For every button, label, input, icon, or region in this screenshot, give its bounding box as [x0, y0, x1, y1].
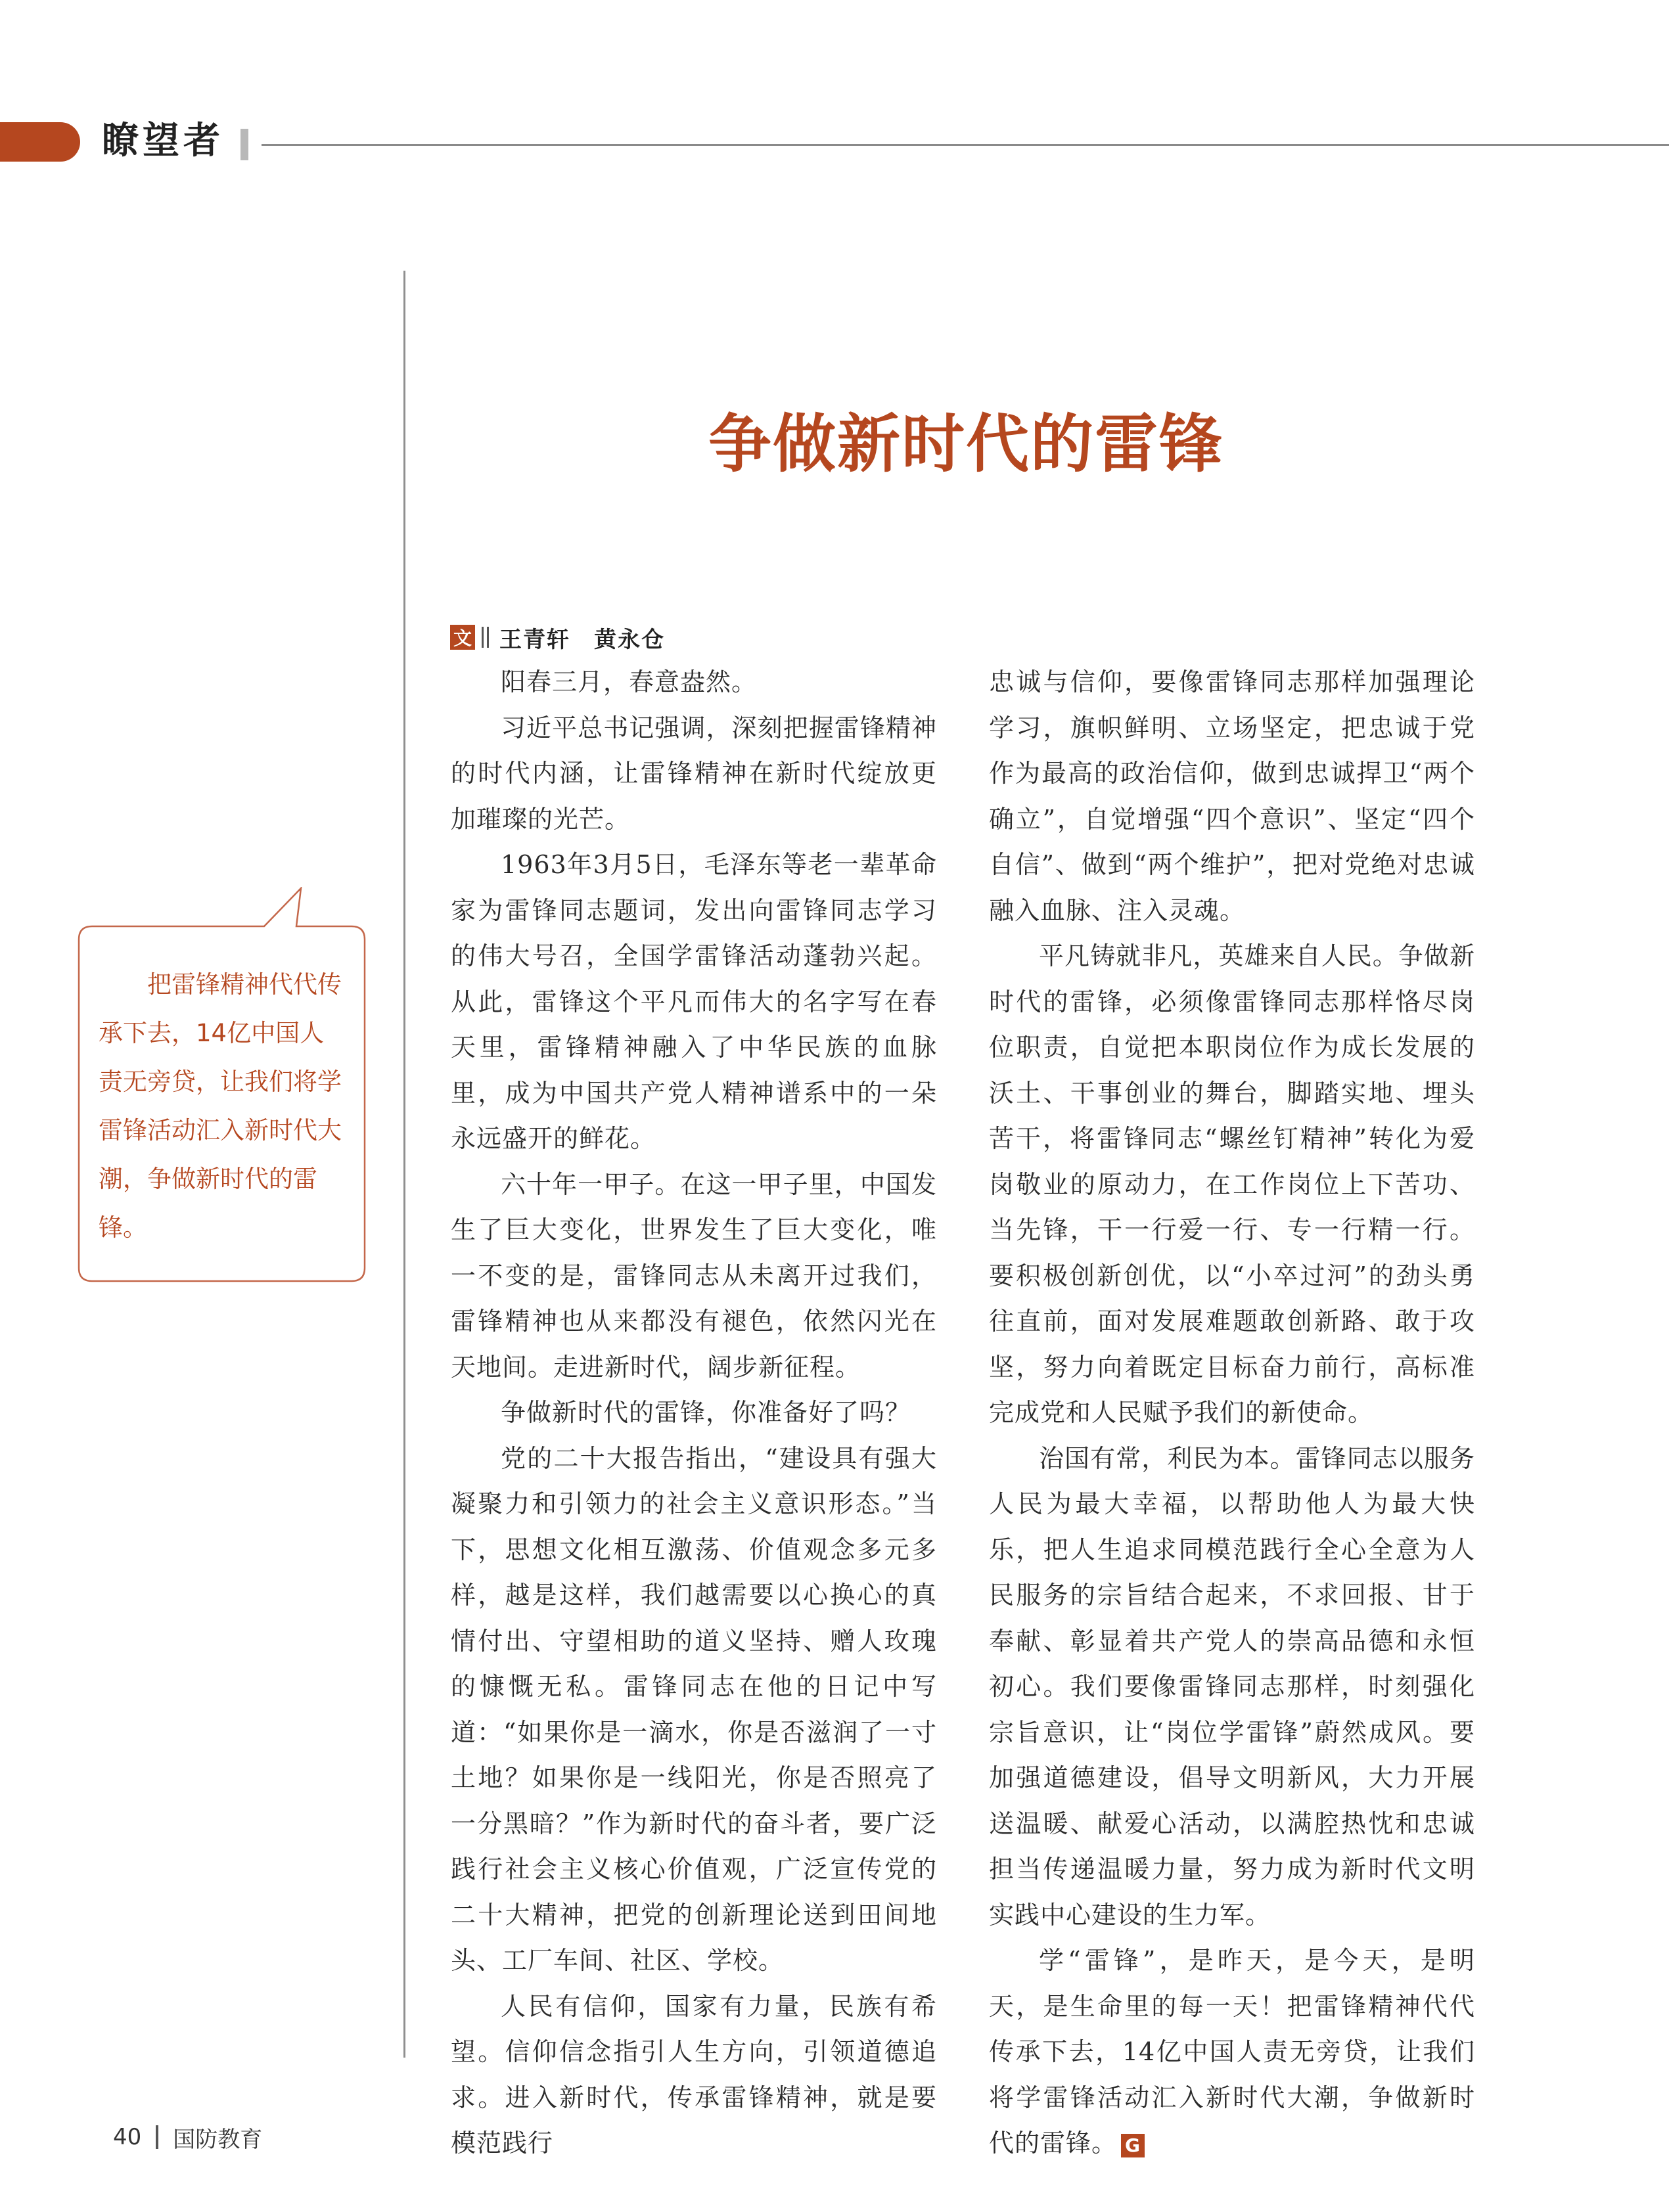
paragraph: 争做新时代的雷锋，你准备好了吗？	[501, 1398, 911, 1427]
paragraph-continuation: 忠诚与信仰，要像雷锋同志那样加强理论学习，旗帜鲜明、立场坚定，把忠诚于党作为最高的政治信仰，做到忠诚捍卫“两个确立”，自觉增强“四个意识”、坚定“四个自信”、做到“两个维护”，把对党绝对忠诚融入血脉、注入灵魂。	[989, 667, 1475, 925]
paragraph-last	[989, 1938, 1475, 2167]
pull-quote	[72, 887, 371, 1284]
paragraph: 治国有常，利民为本。雷锋同志以服务人民为最大幸福，以帮助他人为最大快乐，把人生追求同模范践行全心全意为人民服务的宗旨结合起来，不求回报、甘于奉献、彰显着共产党人的崇高品德和永恒初心。我们要像雷锋同志那样，时刻强化宗旨意识，让“岗位学雷锋”蔚然成风。要加强道德建设，倡导文明新风，大力开展送温暖、献爱心活动，以满腔热忱和忠诚担当传递温暖力量，努力成为新时代文明实践中心建设的生力军。	[989, 1443, 1475, 1930]
header-divider-bar	[240, 129, 248, 160]
header-rule	[262, 144, 1669, 146]
paragraph: 平凡铸就非凡，英雄来自人民。争做新时代的雷锋，必须像雷锋同志那样恪尽岗位职责，自觉把本职岗位作为成长发展的沃土、干事创业的舞台，脚踏实地、埋头苦干，将雷锋同志“螺丝钉精神”转化为爱岗敬业的原动力，在工作岗位上下苦功、当先锋，干一行爱一行、专一行精一行。要积极创新创优，以“小卒过河”的劲头勇往直前，面对发展难题敢创新路、敢于攻坚，努力向着既定目标奋力前行，高标准完成党和人民赋予我们的新使命。	[989, 941, 1475, 1427]
page-number: 40	[113, 2124, 142, 2150]
byline-separator	[482, 627, 489, 648]
section-name: 瞭望者	[102, 120, 224, 162]
section-tab-marker	[0, 122, 80, 162]
byline	[450, 623, 665, 652]
paragraph: 习近平总书记强调，深刻把握雷锋精神的时代内涵，让雷锋精神在新时代绽放更加璀璨的光芒。	[451, 713, 937, 834]
pull-quote-text: 把雷锋精神代代传承下去，14亿中国人责无旁贷，让我们将学雷锋活动汇入新时代大潮，争做新时代的雷锋。	[99, 970, 342, 1242]
author-label-icon: 文	[450, 625, 475, 650]
vertical-rule	[403, 271, 405, 2058]
end-mark-icon: G	[1121, 2134, 1145, 2157]
page-footer	[113, 2121, 262, 2154]
author-names: 王青轩 黄永仓	[499, 626, 665, 653]
magazine-name: 国防教育	[173, 2126, 263, 2153]
article-title: 争做新时代的雷锋	[708, 407, 1223, 481]
paragraph: 1963年3月5日，毛泽东等老一辈革命家为雷锋同志题词，发出向雷锋同志学习的伟大号召，全国学雷锋活动蓬勃兴起。从此，雷锋这个平凡而伟大的名字写在春天里，雷锋精神融入了中华民族的血脉里，成为中国共产党人精神谱系中的一朵永远盛开的鲜花。	[451, 850, 937, 1153]
article-column-left	[451, 660, 937, 2167]
paragraph: 阳春三月，春意盎然。	[501, 667, 758, 696]
paragraph: 党的二十大报告指出，“建设具有强大凝聚力和引领力的社会主义意识形态。”当下，思想文化相互激荡、价值观念多元多样，越是这样，我们越需要以心换心的真情付出、守望相助的道义坚持、赠人玫瑰的慷慨无私。雷锋同志在他的日记中写道：“如果你是一滴水，你是否滋润了一寸土地？如果你是一线阳光，你是否照亮了一分黑暗？”作为新时代的奋斗者，要广泛践行社会主义核心价值观，广泛宣传党的二十大精神，把党的创新理论送到田间地头、工厂车间、社区、学校。	[451, 1443, 937, 1975]
footer-separator	[156, 2125, 158, 2149]
paragraph: 人民有信仰，国家有力量，民族有希望。信仰信念指引人生方向，引领道德追求。进入新时代，传承雷锋精神，就是要模范践行	[451, 1991, 937, 2157]
article-column-right	[989, 660, 1475, 2167]
paragraph: 六十年一甲子。在这一甲子里，中国发生了巨大变化，世界发生了巨大变化，唯一不变的是，雷锋同志从未离开过我们，雷锋精神也从来都没有褪色，依然闪光在天地间。走进新时代，阔步新征程。	[451, 1169, 937, 1382]
paragraph-text: 学“雷锋”，是昨天，是今天，是明天，是生命里的每一天！把雷锋精神代代传承下去，14亿中国人责无旁贷，让我们将学雷锋活动汇入新时代大潮，争做新时代的雷锋。	[989, 1946, 1475, 2157]
